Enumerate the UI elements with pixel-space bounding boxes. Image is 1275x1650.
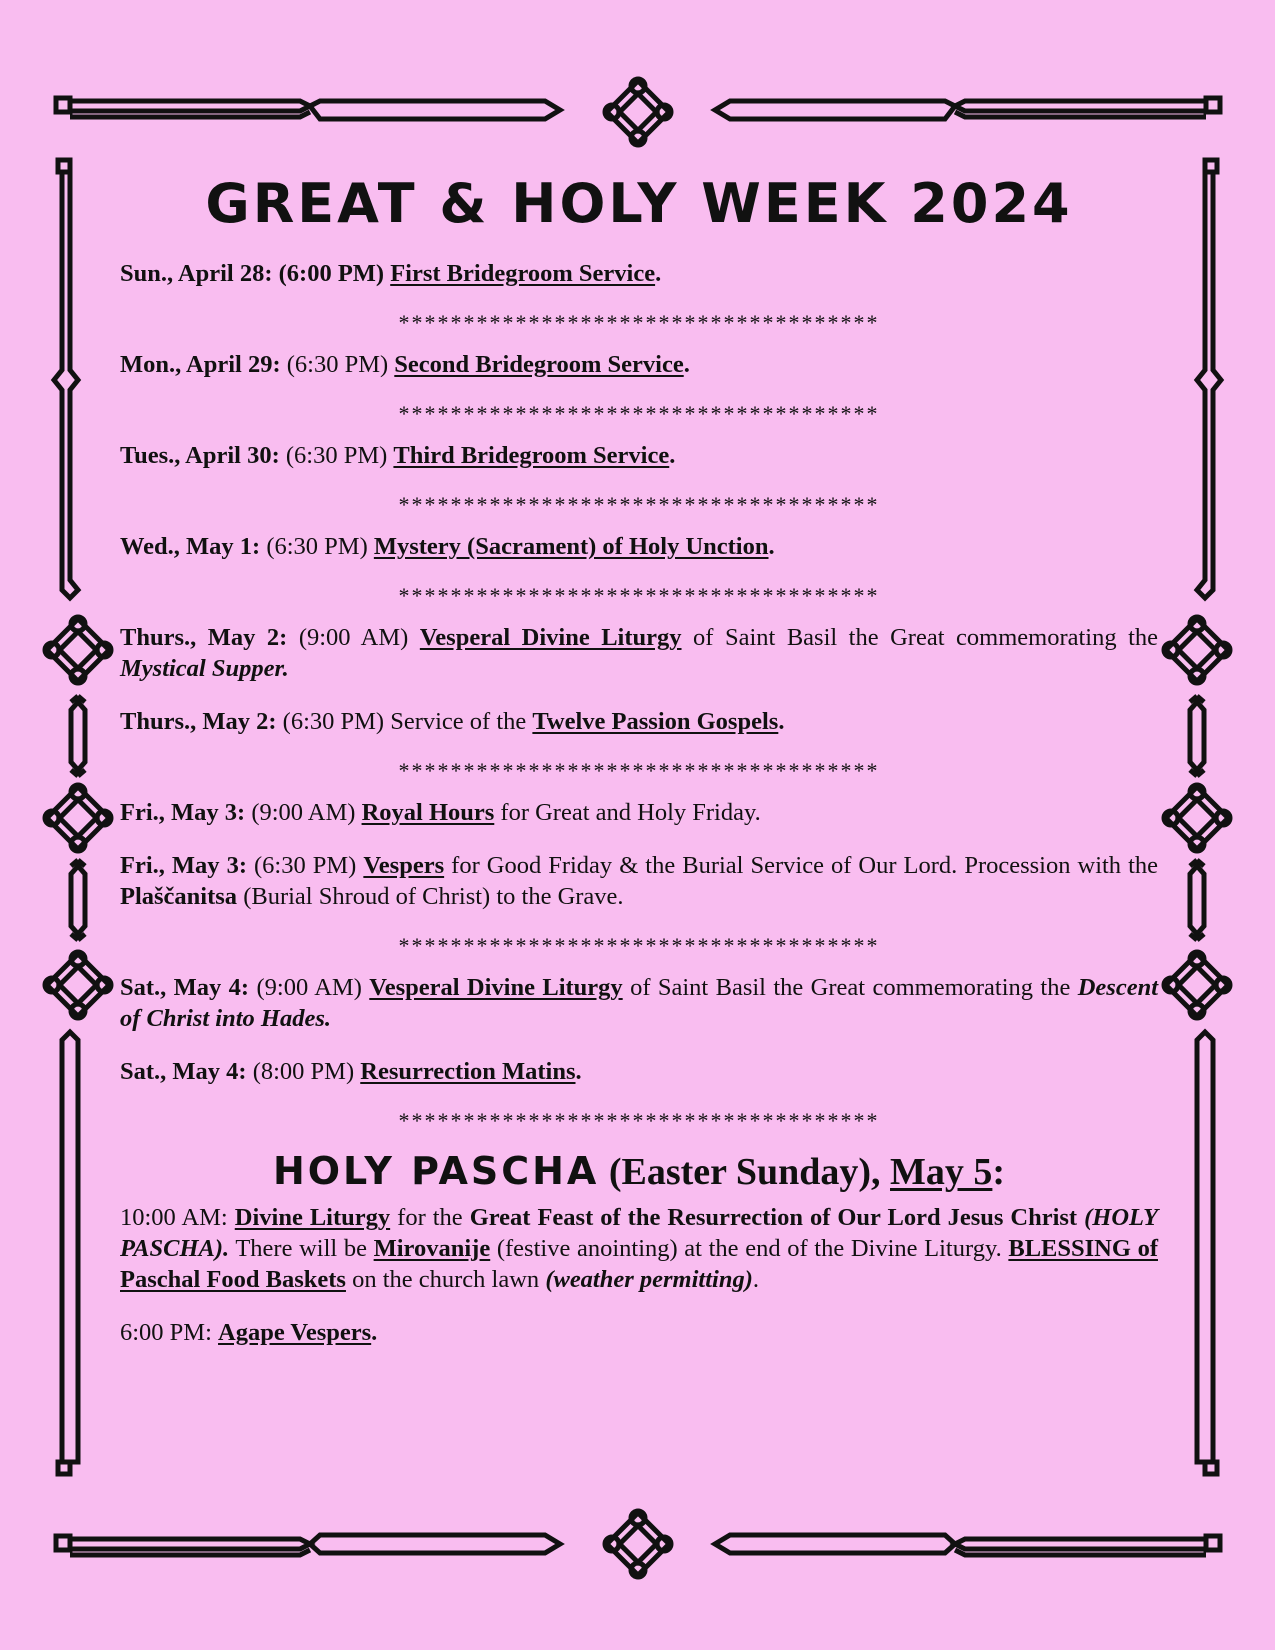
entry-time: (9:00 AM) <box>298 624 409 651</box>
entry-time: 10:00 AM: <box>120 1204 228 1231</box>
entry-time: (6:00 PM) <box>278 260 385 287</box>
entry-service: Divine Liturgy <box>234 1204 391 1231</box>
page-title: GREAT & HOLY WEEK 2024 <box>205 172 1073 235</box>
entry-service: Second Bridegroom Service <box>394 351 684 378</box>
entry-wed-may-1 <box>120 531 1158 562</box>
entry-time: (6:30 PM) <box>285 442 388 469</box>
schedule-content <box>120 160 1158 1348</box>
top-border <box>56 98 1220 119</box>
entry-strong: Great Feast of the Resurrection of Our Lord Jesus Christ <box>469 1204 1078 1231</box>
entry-day: Thurs., May 2: <box>120 624 288 651</box>
entry-service: Third Bridegroom Service <box>393 442 670 469</box>
entry-text: for Good Friday & the Burial Service of Our Lord. Procession with the <box>451 852 1159 879</box>
entry-service: Twelve Passion Gospels <box>532 708 779 735</box>
entry-time: (6:30 PM) <box>266 533 368 560</box>
entry-text: for Great and Holy Friday. <box>500 799 761 826</box>
entry-text: (Burial Shroud of Christ) to the Grave. <box>243 883 624 910</box>
entry-emphasis: Mystical Supper. <box>120 655 289 682</box>
entry-service: Vesperal Divine Liturgy <box>419 624 682 651</box>
entry-time: (9:00 AM) <box>256 974 362 1001</box>
entry-end: . <box>669 442 676 469</box>
entry-sat-may-4-am <box>120 972 1158 1034</box>
separator: ************************************* <box>398 492 880 517</box>
entry-end: . <box>768 533 775 560</box>
entry-strong: Plaščanitsa <box>120 883 238 910</box>
pascha-colon: : <box>992 1151 1006 1193</box>
pascha-heading <box>120 1149 1158 1194</box>
entry-time: (9:00 AM) <box>251 799 356 826</box>
entry-service: Vespers <box>363 852 445 879</box>
entry-service: Mystery (Sacrament) of Holy Unction <box>373 533 769 560</box>
entry-end: . <box>655 260 662 287</box>
separator: ************************************* <box>398 758 880 783</box>
entry-emphasis: Descent of Christ into Hades. <box>120 974 1159 1032</box>
entry-sun-april-28 <box>120 258 1158 289</box>
entry-text: on the church lawn <box>352 1266 540 1293</box>
entry-service: Vesperal Divine Liturgy <box>369 974 623 1001</box>
entry-service: Resurrection Matins <box>360 1058 576 1085</box>
entry-time: 6:00 PM: <box>120 1319 212 1346</box>
entry-pascha-liturgy <box>120 1202 1158 1295</box>
entry-text: of Saint Basil the Great commemorating the <box>693 624 1159 651</box>
entry-service: Mirovanije <box>373 1235 491 1262</box>
entry-text: (festive anointing) at the end of the Divine Liturgy. <box>496 1235 1002 1262</box>
entry-time: (6:30 PM) <box>254 852 357 879</box>
entry-day: Tues., April 30: <box>120 442 280 469</box>
entry-day: Thurs., May 2: <box>120 708 277 735</box>
separator: ************************************* <box>398 1108 880 1133</box>
entry-emphasis: (HOLY PASCHA). <box>120 1204 1159 1262</box>
entry-end: . <box>575 1058 582 1085</box>
entry-time: (6:30 PM) Service of the <box>282 708 527 735</box>
entry-emphasis: (weather permitting) <box>545 1266 753 1293</box>
pascha-subtitle: (Easter Sunday), <box>608 1151 881 1193</box>
entry-service: BLESSING of Paschal Food Baskets <box>120 1235 1158 1293</box>
entry-day: Mon., April 29: <box>120 351 281 378</box>
entry-day: Sun., April 28: <box>120 260 273 287</box>
entry-text: There will be <box>235 1235 367 1262</box>
entry-agape-vespers <box>120 1317 1158 1348</box>
pascha-title: HOLY PASCHA <box>272 1149 600 1193</box>
entry-service: Agape Vespers <box>218 1319 372 1346</box>
separator: ************************************* <box>398 401 880 426</box>
separator: ************************************* <box>398 933 880 958</box>
entry-thurs-may-2-pm <box>120 706 1158 737</box>
entry-day: Sat., May 4: <box>120 974 250 1001</box>
entry-service: Royal Hours <box>361 799 495 826</box>
pascha-date: May 5 <box>890 1151 993 1193</box>
entry-day: Fri., May 3: <box>120 799 246 826</box>
entry-fri-may-3-am <box>120 797 1158 828</box>
entry-day: Wed., May 1: <box>120 533 261 560</box>
bottom-border <box>56 1535 1220 1555</box>
entry-text: of Saint Basil the Great commemorating the <box>630 974 1071 1001</box>
entry-day: Sat., May 4: <box>120 1058 247 1085</box>
entry-thurs-may-2-am <box>120 622 1158 684</box>
entry-time: (8:00 PM) <box>252 1058 355 1085</box>
entry-end: . <box>683 351 690 378</box>
entry-text: for the <box>397 1204 463 1231</box>
entry-end: . <box>778 708 785 735</box>
entry-end: . <box>371 1319 378 1346</box>
separator: ************************************* <box>398 310 880 335</box>
entry-fri-may-3-pm <box>120 850 1158 912</box>
entry-end: . <box>752 1266 760 1293</box>
entry-sat-may-4-pm <box>120 1056 1158 1087</box>
entry-time: (6:30 PM) <box>286 351 389 378</box>
entry-mon-april-29 <box>120 349 1158 380</box>
separator: ************************************* <box>398 583 880 608</box>
entry-tues-april-30 <box>120 440 1158 471</box>
entry-day: Fri., May 3: <box>120 852 247 879</box>
entry-service: First Bridegroom Service <box>390 260 656 287</box>
